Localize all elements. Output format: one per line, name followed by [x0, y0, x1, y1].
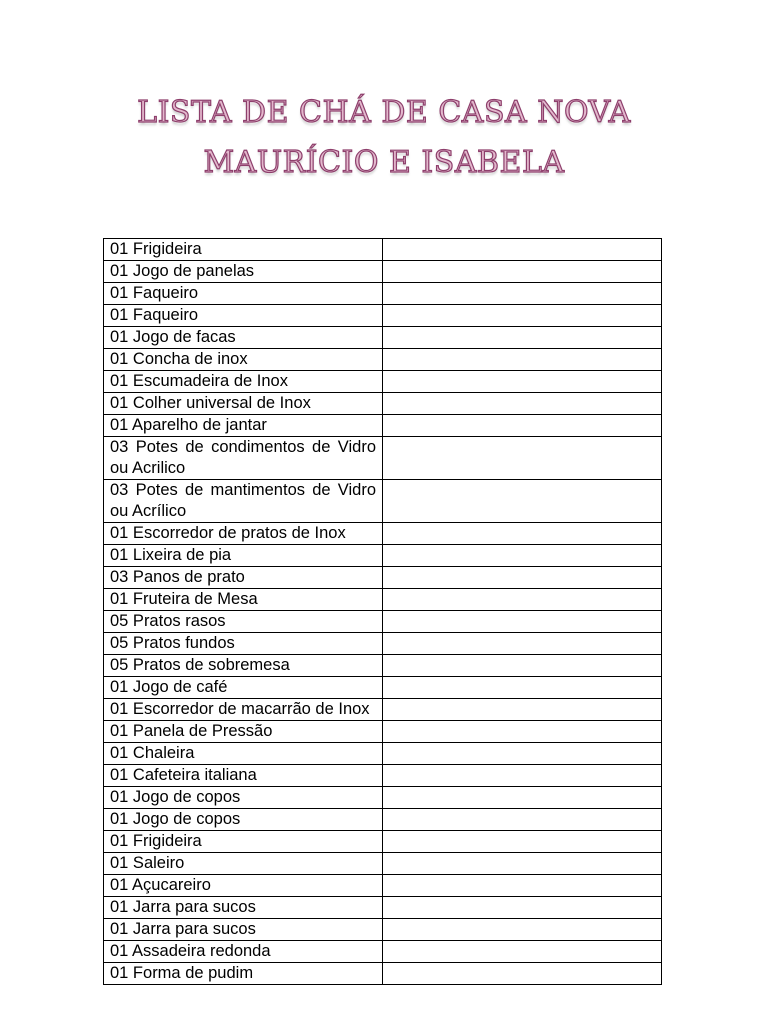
table-row	[104, 809, 662, 831]
gift-item-cell: 01 Jarra para sucos	[104, 897, 383, 919]
gift-item-cell: 01 Colher universal de Inox	[104, 393, 383, 415]
gift-giver-cell	[383, 809, 662, 831]
gift-item-cell: 01 Concha de inox	[104, 349, 383, 371]
title-line-1: LISTA DE CHÁ DE CASA NOVA	[137, 95, 631, 130]
gift-item-cell: 01 Jogo de copos	[104, 809, 383, 831]
table-row	[104, 699, 662, 721]
gift-giver-cell	[383, 545, 662, 567]
gift-item-cell: 01 Faqueiro	[104, 305, 383, 327]
table-row	[104, 743, 662, 765]
page-title	[0, 88, 768, 188]
table-row	[104, 611, 662, 633]
table-row	[104, 415, 662, 437]
gift-item-cell: 01 Frigideira	[104, 239, 383, 261]
gift-item-cell: 03 Panos de prato	[104, 567, 383, 589]
gift-item-cell: 05 Pratos de sobremesa	[104, 655, 383, 677]
gift-giver-cell	[383, 261, 662, 283]
table-row	[104, 787, 662, 809]
gift-giver-cell	[383, 721, 662, 743]
gift-item-cell: 01 Fruteira de Mesa	[104, 589, 383, 611]
table-row	[104, 875, 662, 897]
gift-giver-cell	[383, 831, 662, 853]
table-row	[104, 677, 662, 699]
gift-giver-cell	[383, 677, 662, 699]
table-row	[104, 283, 662, 305]
gift-list-body	[104, 239, 662, 985]
gift-giver-cell	[383, 787, 662, 809]
gift-item-cell: 01 Panela de Pressão	[104, 721, 383, 743]
table-row	[104, 941, 662, 963]
gift-giver-cell	[383, 655, 662, 677]
gift-item-cell: 01 Frigideira	[104, 831, 383, 853]
gift-giver-cell	[383, 371, 662, 393]
gift-item-cell: 01 Jogo de facas	[104, 327, 383, 349]
gift-giver-cell	[383, 765, 662, 787]
table-row	[104, 349, 662, 371]
gift-item-cell: 01 Chaleira	[104, 743, 383, 765]
title-line-2: MAURÍCIO E ISABELA	[203, 145, 565, 180]
gift-giver-cell	[383, 589, 662, 611]
gift-giver-cell	[383, 941, 662, 963]
gift-giver-cell	[383, 963, 662, 985]
table-row	[104, 721, 662, 743]
gift-item-cell: 01 Jarra para sucos	[104, 919, 383, 941]
table-row	[104, 545, 662, 567]
gift-giver-cell	[383, 349, 662, 371]
gift-item-cell: 01 Escorredor de macarrão de Inox	[104, 699, 383, 721]
table-row	[104, 327, 662, 349]
gift-giver-cell	[383, 743, 662, 765]
gift-item-cell: 05 Pratos fundos	[104, 633, 383, 655]
gift-item-cell: 01 Jogo de copos	[104, 787, 383, 809]
gift-item-cell: 01 Jogo de panelas	[104, 261, 383, 283]
gift-giver-cell	[383, 897, 662, 919]
gift-giver-cell	[383, 480, 662, 523]
gift-giver-cell	[383, 415, 662, 437]
gift-item-cell: 01 Escumadeira de Inox	[104, 371, 383, 393]
gift-giver-cell	[383, 437, 662, 480]
gift-giver-cell	[383, 875, 662, 897]
gift-item-cell: 01 Aparelho de jantar	[104, 415, 383, 437]
table-row	[104, 567, 662, 589]
table-row	[104, 897, 662, 919]
gift-item-cell: 05 Pratos rasos	[104, 611, 383, 633]
gift-item-cell: 03 Potes de mantimentos de Vidro ou Acrílico	[104, 480, 383, 523]
gift-giver-cell	[383, 853, 662, 875]
gift-item-cell: 01 Saleiro	[104, 853, 383, 875]
table-row	[104, 963, 662, 985]
gift-item-cell: 01 Escorredor de pratos de Inox	[104, 523, 383, 545]
table-row	[104, 393, 662, 415]
gift-giver-cell	[383, 327, 662, 349]
gift-giver-cell	[383, 283, 662, 305]
gift-item-cell: 01 Açucareiro	[104, 875, 383, 897]
gift-item-cell: 01 Forma de pudim	[104, 963, 383, 985]
gift-giver-cell	[383, 523, 662, 545]
gift-item-cell: 01 Jogo de café	[104, 677, 383, 699]
table-row	[104, 261, 662, 283]
table-row	[104, 831, 662, 853]
table-row	[104, 523, 662, 545]
table-row	[104, 655, 662, 677]
table-row	[104, 589, 662, 611]
gift-giver-cell	[383, 305, 662, 327]
gift-giver-cell	[383, 633, 662, 655]
table-row	[104, 633, 662, 655]
gift-item-cell: 03 Potes de condimentos de Vidro ou Acrilico	[104, 437, 383, 480]
table-row	[104, 239, 662, 261]
table-row	[104, 480, 662, 523]
gift-item-cell: 01 Cafeteira italiana	[104, 765, 383, 787]
gift-item-cell: 01 Faqueiro	[104, 283, 383, 305]
table-row	[104, 765, 662, 787]
table-row	[104, 305, 662, 327]
gift-giver-cell	[383, 611, 662, 633]
gift-giver-cell	[383, 393, 662, 415]
table-row	[104, 437, 662, 480]
gift-giver-cell	[383, 919, 662, 941]
gift-item-cell: 01 Lixeira de pia	[104, 545, 383, 567]
table-row	[104, 371, 662, 393]
gift-list-table	[103, 238, 662, 985]
table-row	[104, 853, 662, 875]
gift-giver-cell	[383, 699, 662, 721]
gift-item-cell: 01 Assadeira redonda	[104, 941, 383, 963]
gift-giver-cell	[383, 567, 662, 589]
table-row	[104, 919, 662, 941]
gift-giver-cell	[383, 239, 662, 261]
